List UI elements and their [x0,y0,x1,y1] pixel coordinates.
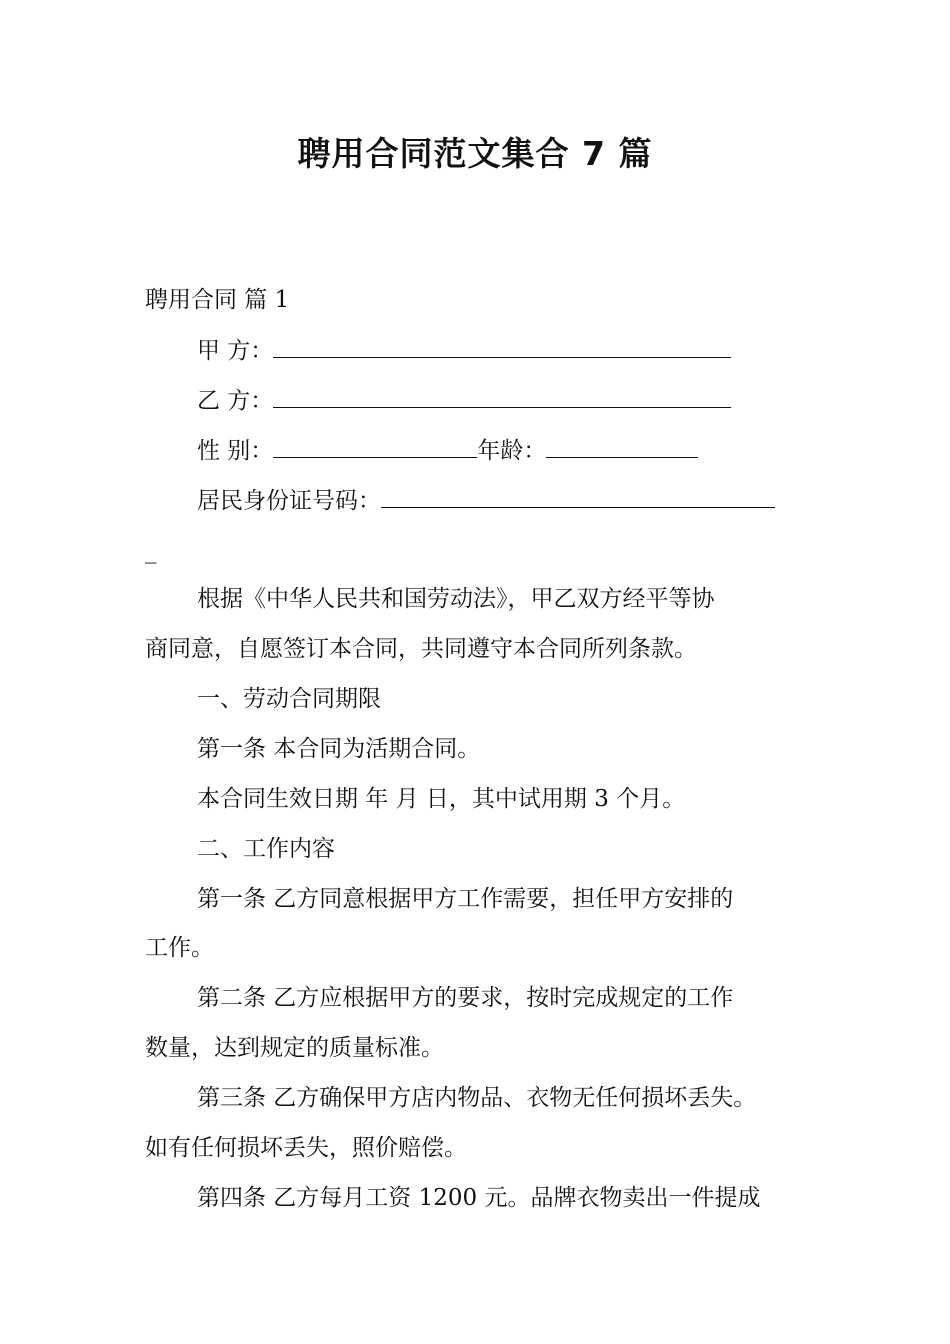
party-b-blank[interactable] [273,385,731,408]
gender-blank[interactable] [273,435,477,458]
section-two-article-3-line1: 第三条 乙方确保甲方店内物品、衣物无任何损坏丢失。 [197,1085,757,1111]
section-two-article-4-line1: 第四条 乙方每月工资 1200 元。品牌衣物卖出一件提成 [197,1185,761,1211]
section-two-article-1-line1: 第一条 乙方同意根据甲方工作需要，担任甲方安排的 [197,886,734,912]
party-b-label: 乙 方： [197,388,274,414]
id-number-blank[interactable] [381,485,775,508]
section-two-article-3-line2: 如有任何损坏丢失，照价赔偿。 [145,1135,467,1161]
party-a-row [197,335,731,366]
section-two-article-2-line1: 第二条 乙方应根据甲方的要求，按时完成规定的工作 [197,985,734,1011]
age-label: 年龄： [477,438,547,464]
section-two-article-1-line2: 工作。 [145,935,214,961]
section-two-heading: 二、工作内容 [197,836,335,862]
section-one-article-1: 第一条 本合同为活期合同。 [197,736,481,762]
age-blank[interactable] [546,435,698,458]
gender-label: 性 别： [197,438,274,464]
section-one-heading: 一、劳动合同期限 [197,686,381,712]
gender-age-row [197,435,698,466]
paragraph-intro-line2: 商同意，自愿签订本合同，共同遵守本合同所列条款。 [145,636,697,662]
section-heading: 聘用合同 篇 1 [145,287,290,313]
document-title: 聘用合同范文集合 7 篇 [297,134,653,173]
section-two-article-2-line2: 数量，达到规定的质量标准。 [145,1035,444,1061]
id-number-overflow: _ [145,538,157,564]
party-a-label: 甲 方： [197,338,274,364]
section-one-article-2: 本合同生效日期 年 月 日，其中试用期 3 个月。 [197,786,686,812]
paragraph-intro-line1: 根据《中华人民共和国劳动法》，甲乙双方经平等协 [197,586,715,612]
id-number-row [197,485,775,516]
id-number-label: 居民身份证号码： [197,488,381,514]
party-a-blank[interactable] [273,335,731,358]
party-b-row [197,385,731,416]
